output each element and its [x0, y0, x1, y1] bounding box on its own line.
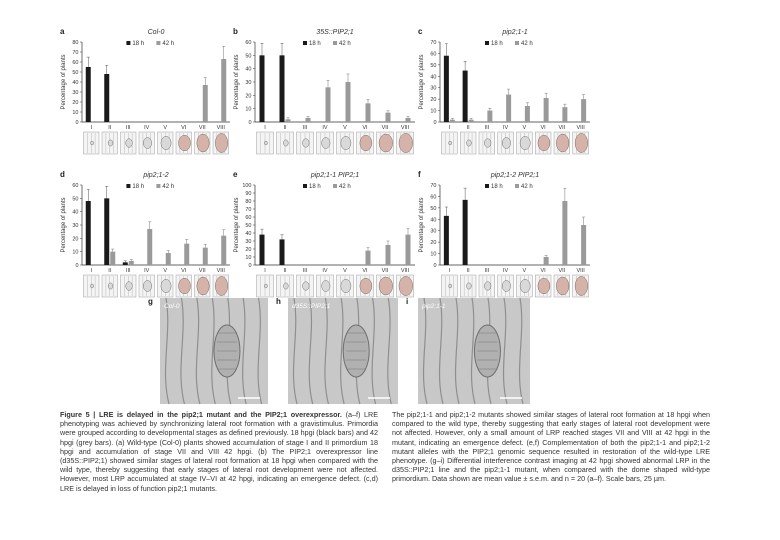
- x-tick-label: VII: [558, 125, 566, 131]
- legend-label-18h: 18 h: [132, 184, 145, 190]
- y-tick-label: 10: [245, 106, 252, 113]
- y-tick-label: 100: [242, 183, 252, 189]
- legend-swatch-42h: [333, 41, 337, 45]
- y-tick-label: 30: [430, 228, 437, 235]
- stage-thumbnail: [442, 275, 458, 297]
- y-tick-label: 80: [245, 199, 252, 205]
- legend-label-18h: 18 h: [491, 41, 503, 47]
- y-tick-label: 30: [245, 80, 252, 86]
- bar-42h: [203, 248, 208, 265]
- y-tick-label: 70: [245, 207, 252, 213]
- y-tick-label: 0: [75, 263, 79, 269]
- y-tick-label: 70: [430, 40, 437, 46]
- figure-caption-left: [60, 410, 378, 493]
- bar-18h: [280, 55, 285, 122]
- stage-thumbnail: [397, 132, 414, 154]
- bar-42h: [544, 257, 549, 265]
- y-tick-label: 40: [430, 217, 437, 224]
- x-tick-label: VIII: [576, 125, 585, 131]
- panel-letter: i: [406, 297, 409, 306]
- x-tick-label: IV: [503, 125, 509, 131]
- bar-chart-a: [60, 27, 230, 154]
- stage-thumbnail: [337, 132, 354, 154]
- bar-18h: [260, 235, 265, 265]
- bar-42h: [386, 245, 391, 265]
- legend-swatch-42h: [156, 41, 160, 45]
- stage-thumbnail: [573, 132, 589, 154]
- caption-heading: Figure 5 | LRE is delayed in the pip2;1 mutant and the PIP2;1 overexpressor.: [60, 410, 342, 419]
- legend-swatch-42h: [156, 184, 160, 188]
- primordium-shape: [91, 141, 94, 145]
- primordium-shape: [108, 283, 113, 289]
- bar-18h: [463, 71, 468, 122]
- stage-thumbnail: [121, 275, 137, 297]
- legend-label-42h: 42 h: [162, 41, 175, 47]
- bar-42h: [203, 85, 208, 122]
- legend-label-18h: 18 h: [309, 41, 321, 47]
- bar-42h: [306, 118, 311, 122]
- stage-thumbnail: [535, 275, 551, 297]
- primordium-shape: [264, 141, 267, 145]
- primordium-shape: [108, 140, 113, 146]
- primordium-shape: [283, 283, 288, 289]
- x-tick-label: III: [484, 268, 490, 274]
- bar-18h: [280, 239, 285, 265]
- primordium-shape: [449, 284, 452, 288]
- legend-label-42h: 42 h: [339, 41, 351, 47]
- x-tick-label: VII: [198, 125, 206, 131]
- primordium-shape: [215, 133, 227, 152]
- y-tick-label: 60: [245, 215, 252, 221]
- stage-thumbnail: [357, 132, 374, 154]
- x-tick-label: I: [448, 125, 451, 131]
- primordium-shape: [467, 283, 472, 289]
- y-tick-label: 40: [245, 231, 252, 237]
- primordium-shape: [520, 279, 530, 292]
- bar-18h: [444, 56, 449, 122]
- primordium-shape: [143, 138, 151, 149]
- legend-label-18h: 18 h: [309, 184, 321, 190]
- panel-title: 35S::PIP2;1: [316, 29, 354, 36]
- bar-42h: [184, 244, 189, 265]
- legend-label-42h: 42 h: [521, 41, 533, 47]
- primordium-shape: [502, 138, 510, 149]
- stage-thumbnail: [377, 275, 394, 297]
- primordium-shape: [502, 281, 510, 292]
- primordium-shape: [575, 276, 588, 295]
- y-tick-label: 40: [72, 80, 79, 86]
- primordium-shape: [143, 281, 151, 292]
- primordium-shape: [484, 282, 491, 291]
- x-tick-label: VIII: [400, 268, 410, 274]
- x-tick-label: III: [484, 125, 490, 131]
- bar-18h: [463, 200, 468, 265]
- y-axis-label: Percentage of plants: [234, 54, 240, 110]
- stage-thumbnail: [460, 275, 476, 297]
- micrograph-label: pip2;1-1: [422, 303, 446, 310]
- stage-thumbnail: [297, 132, 314, 154]
- x-tick-label: II: [466, 125, 470, 131]
- y-tick-label: 20: [245, 247, 252, 253]
- x-tick-label: II: [283, 125, 287, 131]
- primordium-shape: [520, 136, 530, 149]
- bar-42h: [366, 251, 371, 265]
- primordium-shape: [575, 133, 588, 152]
- y-tick-label: 0: [248, 120, 252, 126]
- panel-title: pip2;1-2: [143, 172, 169, 179]
- primordium-shape: [91, 284, 94, 288]
- y-tick-label: 0: [75, 120, 79, 126]
- y-tick-label: 30: [245, 239, 252, 245]
- x-tick-label: V: [163, 268, 168, 274]
- x-tick-label: VII: [381, 125, 389, 131]
- bar-18h: [444, 216, 449, 265]
- y-tick-label: 20: [430, 240, 437, 247]
- bar-42h: [525, 106, 530, 122]
- x-tick-label: IV: [144, 125, 150, 131]
- x-tick-label: V: [522, 125, 527, 131]
- x-tick-label: IV: [322, 125, 328, 131]
- x-tick-label: I: [448, 268, 451, 274]
- stage-thumbnail: [102, 275, 118, 297]
- stage-thumbnail: [257, 132, 274, 154]
- micrograph-g: [148, 297, 268, 404]
- stage-thumbnail: [139, 275, 155, 297]
- y-tick-label: 50: [72, 70, 79, 76]
- stage-thumbnail: [479, 275, 495, 297]
- x-tick-label: IV: [322, 268, 328, 274]
- legend-swatch-18h: [303, 41, 307, 45]
- y-tick-label: 60: [430, 51, 437, 58]
- stage-thumbnail: [498, 132, 514, 154]
- primordium-shape: [538, 135, 550, 151]
- y-tick-label: 10: [72, 110, 79, 116]
- x-tick-label: III: [302, 268, 308, 274]
- panel-title: pip2;1-1 PIP2;1: [310, 172, 360, 179]
- bar-42h: [487, 111, 492, 122]
- stage-thumbnail: [517, 275, 533, 297]
- primordium-shape: [360, 135, 372, 151]
- legend-swatch-42h: [515, 184, 519, 188]
- y-tick-label: 50: [245, 53, 252, 60]
- x-tick-label: VI: [181, 125, 187, 131]
- stage-thumbnail: [158, 132, 174, 154]
- bar-18h: [104, 198, 109, 265]
- y-axis-label: Percentage of plants: [61, 197, 67, 253]
- y-tick-label: 60: [72, 60, 79, 66]
- y-axis-label: Percentage of plants: [61, 54, 67, 110]
- stage-thumbnail: [195, 275, 211, 297]
- primordium-shape: [283, 140, 288, 146]
- y-axis-label: Percentage of plants: [419, 197, 425, 253]
- bar-42h: [450, 120, 455, 122]
- primordium-shape: [197, 134, 209, 152]
- bar-42h: [469, 120, 474, 122]
- y-tick-label: 80: [72, 40, 79, 46]
- primordium-shape: [179, 278, 191, 294]
- primordium-shape: [484, 139, 491, 148]
- stage-thumbnail: [84, 132, 100, 154]
- primordium-shape: [126, 282, 133, 291]
- y-tick-label: 0: [433, 120, 437, 126]
- panel-letter: c: [418, 27, 423, 36]
- y-axis-label: Percentage of plants: [419, 54, 425, 110]
- stage-thumbnail: [479, 132, 495, 154]
- x-tick-label: V: [343, 268, 347, 274]
- bar-18h: [86, 201, 91, 265]
- primordium-shape: [467, 140, 472, 146]
- bar-42h: [366, 103, 371, 122]
- legend-swatch-18h: [485, 184, 489, 188]
- stage-thumbnail: [397, 275, 414, 297]
- stage-thumbnail: [573, 275, 589, 297]
- x-tick-label: II: [108, 125, 112, 131]
- stage-thumbnail: [195, 132, 211, 154]
- primordium-shape: [161, 136, 171, 149]
- y-tick-label: 60: [72, 183, 79, 189]
- bar-18h: [123, 262, 128, 265]
- x-tick-label: V: [343, 125, 347, 131]
- y-tick-label: 50: [72, 196, 79, 203]
- y-tick-label: 90: [245, 191, 252, 197]
- bar-18h: [260, 55, 265, 122]
- stage-thumbnail: [317, 275, 334, 297]
- stage-thumbnail: [535, 132, 551, 154]
- y-tick-label: 30: [72, 223, 79, 229]
- stage-thumbnail: [554, 132, 570, 154]
- panel-letter: e: [233, 170, 238, 179]
- x-tick-label: VI: [181, 268, 187, 274]
- bar-42h: [221, 59, 226, 122]
- y-axis-label: Percentage of plants: [234, 197, 240, 253]
- y-tick-label: 70: [72, 50, 79, 56]
- primordium-shape: [264, 284, 267, 288]
- stage-thumbnail: [277, 132, 294, 154]
- y-tick-label: 20: [72, 236, 79, 243]
- legend-swatch-18h: [303, 184, 307, 188]
- x-tick-label: II: [283, 268, 287, 274]
- primordium-shape: [303, 139, 310, 148]
- x-tick-label: I: [264, 268, 266, 274]
- panel-letter: a: [60, 27, 65, 36]
- stage-thumbnail: [337, 275, 354, 297]
- stage-thumbnail: [554, 275, 570, 297]
- legend-swatch-18h: [126, 184, 130, 188]
- primordium-shape: [399, 276, 413, 295]
- micrograph-i: [406, 297, 530, 404]
- x-tick-label: VII: [558, 268, 566, 274]
- primordium-shape: [556, 277, 569, 295]
- stage-thumbnail: [176, 132, 192, 154]
- x-tick-label: VI: [540, 268, 546, 274]
- legend-label-42h: 42 h: [339, 184, 351, 190]
- legend-label-42h: 42 h: [162, 184, 175, 190]
- panel-letter: h: [276, 297, 281, 306]
- bar-42h: [326, 87, 331, 122]
- stage-thumbnail: [442, 132, 458, 154]
- primordium-shape: [341, 136, 351, 149]
- stage-thumbnail: [213, 132, 229, 154]
- bar-42h: [346, 82, 351, 122]
- panel-title: pip2;1-2 PIP2;1: [490, 172, 540, 179]
- y-tick-label: 0: [248, 263, 252, 269]
- stage-thumbnail: [517, 132, 533, 154]
- y-tick-label: 10: [245, 255, 252, 261]
- stage-thumbnail: [357, 275, 374, 297]
- bar-chart-e: [233, 170, 415, 297]
- y-tick-label: 40: [245, 66, 252, 73]
- legend-swatch-18h: [126, 41, 130, 45]
- bar-42h: [544, 98, 549, 122]
- panel-title: pip2;1-1: [502, 29, 528, 36]
- bar-42h: [166, 253, 171, 265]
- x-tick-label: V: [163, 125, 168, 131]
- legend-swatch-42h: [515, 41, 519, 45]
- x-tick-label: IV: [503, 268, 509, 274]
- x-tick-label: I: [90, 125, 93, 131]
- primordium-shape: [179, 135, 191, 151]
- y-tick-label: 60: [245, 40, 252, 46]
- bar-42h: [581, 225, 586, 265]
- y-tick-label: 20: [72, 100, 79, 106]
- x-tick-label: VIII: [576, 268, 585, 274]
- stage-thumbnail: [317, 132, 334, 154]
- primordium-shape: [126, 139, 133, 148]
- primordium-shape: [341, 279, 351, 292]
- x-tick-label: III: [125, 268, 131, 274]
- panel-letter: f: [418, 170, 421, 179]
- legend-label-18h: 18 h: [132, 41, 145, 47]
- primordium-shape: [399, 133, 413, 152]
- x-tick-label: I: [264, 125, 266, 131]
- legend-label-42h: 42 h: [521, 184, 533, 190]
- legend-label-18h: 18 h: [491, 184, 503, 190]
- bar-chart-c: [418, 27, 590, 154]
- panel-letter: g: [148, 297, 153, 306]
- primordium-shape: [379, 277, 393, 295]
- stage-thumbnail: [102, 132, 118, 154]
- micrograph-label: d35S::PIP2;1: [292, 303, 331, 310]
- primordium-shape: [556, 134, 569, 152]
- bar-chart-b: [233, 27, 415, 154]
- y-tick-label: 50: [430, 205, 437, 212]
- x-tick-label: IV: [144, 268, 150, 274]
- y-tick-label: 0: [433, 263, 437, 269]
- primordium-shape: [322, 138, 330, 149]
- stage-thumbnail: [377, 132, 394, 154]
- stage-thumbnail: [213, 275, 229, 297]
- x-tick-label: II: [466, 268, 470, 274]
- primordium-shape: [360, 278, 372, 294]
- x-tick-label: VI: [540, 125, 546, 131]
- bar-chart-d: [60, 170, 230, 297]
- x-tick-label: VIII: [216, 268, 225, 274]
- legend-swatch-18h: [485, 41, 489, 45]
- caption-body-left: (a–f) LRE phenotyping was achieved by synchronizing lateral root formation with a gravistimulus. Primordia were grouped according to developmental stages as defined previously. 18 hpgi (black bars) and 42 hpgi (grey bars). (a) Wild-type (Col-0) plants showed accumulation of stage I and II primordium 18 hpgi and accumulation of stage VII and VIII 42 hpgi. (b) The PIP2;1 overexpressor line (d35S::PIP2;1) showed similar stages of lateral root formation at 18 hpgi when compared with the wild type, thereby suggesting that early stages of lateral root development were not affected. However, most LRP accumulated at stage IV–VI at 42 hpgi, indicating an emergence defect. (c,d) LRE is delayed in loss of function pip2;1 mutants.: [60, 410, 378, 493]
- y-tick-label: 10: [430, 108, 437, 115]
- primordium-shape: [322, 281, 330, 292]
- caption-body-right: The pip2;1-1 and pip2;1-2 mutants showed similar stages of lateral root formation at 18 hpgi when compared to the wild type, thereby suggesting that early stages of lateral root development were not affected. However, only a small amount of LRP reached stages VII and VIII at 42 hpgi in the mutant, indicating an emergence defect. (e,f) Complementation of both the pip2;1-1 and pip2;1-2 mutant alleles with the PIP2;1 genomic sequence resulted in restoration of the wild-type LRE phenotype. (g–i) Differential interference contrast imaging at 42 hpgi showed abnormal LRP in the d35S::PIP2;1 line and the pip2;1-1 mutant, when compared with the dome shaped wild-type primordium. Data shown are mean value ± s.e.m. and n = 20 (a–f). Scale bars, 25 µm.: [392, 410, 710, 484]
- stage-thumbnail: [257, 275, 274, 297]
- panel-letter: d: [60, 170, 65, 179]
- primordium-shape: [379, 134, 393, 152]
- bar-chart-f: [418, 170, 590, 297]
- y-tick-label: 10: [430, 251, 437, 258]
- stage-thumbnail: [139, 132, 155, 154]
- x-tick-label: VIII: [216, 125, 225, 131]
- y-tick-label: 40: [430, 74, 437, 81]
- x-tick-label: III: [125, 125, 131, 131]
- primordium-shape: [303, 282, 310, 291]
- stage-thumbnail: [84, 275, 100, 297]
- x-tick-label: III: [302, 125, 308, 131]
- bar-42h: [406, 235, 411, 265]
- bar-42h: [406, 118, 411, 122]
- bar-42h: [562, 107, 567, 122]
- bar-42h: [506, 95, 511, 122]
- x-tick-label: VI: [362, 125, 368, 131]
- bar-42h: [386, 113, 391, 122]
- y-tick-label: 40: [72, 209, 79, 216]
- y-tick-label: 50: [245, 223, 252, 229]
- primordium-shape: [161, 279, 171, 292]
- bar-42h: [129, 261, 134, 265]
- micrograph-h: [276, 297, 398, 404]
- y-tick-label: 30: [430, 85, 437, 92]
- legend-swatch-42h: [333, 184, 337, 188]
- y-tick-label: 20: [430, 97, 437, 104]
- x-tick-label: II: [108, 268, 112, 274]
- stage-thumbnail: [176, 275, 192, 297]
- x-tick-label: VIII: [400, 125, 410, 131]
- x-tick-label: I: [90, 268, 93, 274]
- stage-thumbnail: [277, 275, 294, 297]
- bar-42h: [562, 201, 567, 265]
- micrograph-label: Col-0: [164, 303, 180, 310]
- bar-18h: [86, 67, 91, 122]
- x-tick-label: VII: [198, 268, 206, 274]
- y-tick-label: 10: [72, 249, 79, 256]
- y-tick-label: 20: [245, 93, 252, 100]
- panel-title: Col-0: [147, 29, 165, 36]
- bar-42h: [221, 236, 226, 265]
- primordium-shape: [197, 277, 209, 295]
- x-tick-label: VI: [362, 268, 368, 274]
- x-tick-label: V: [522, 268, 527, 274]
- x-tick-label: VII: [381, 268, 389, 274]
- figure-caption-right: [392, 410, 710, 484]
- stage-thumbnail: [297, 275, 314, 297]
- y-tick-label: 60: [430, 194, 437, 201]
- primordium-shape: [449, 141, 452, 145]
- bar-42h: [147, 229, 152, 265]
- stage-thumbnail: [460, 132, 476, 154]
- y-tick-label: 50: [430, 62, 437, 69]
- bar-42h: [286, 119, 291, 122]
- bar-18h: [104, 74, 109, 122]
- y-tick-label: 30: [72, 90, 79, 96]
- stage-thumbnail: [121, 132, 137, 154]
- stage-thumbnail: [158, 275, 174, 297]
- y-tick-label: 70: [430, 183, 437, 189]
- stage-thumbnail: [498, 275, 514, 297]
- primordium-shape: [215, 276, 227, 295]
- bar-42h: [110, 252, 115, 265]
- primordium-shape: [538, 278, 550, 294]
- panel-letter: b: [233, 27, 238, 36]
- bar-42h: [581, 99, 586, 122]
